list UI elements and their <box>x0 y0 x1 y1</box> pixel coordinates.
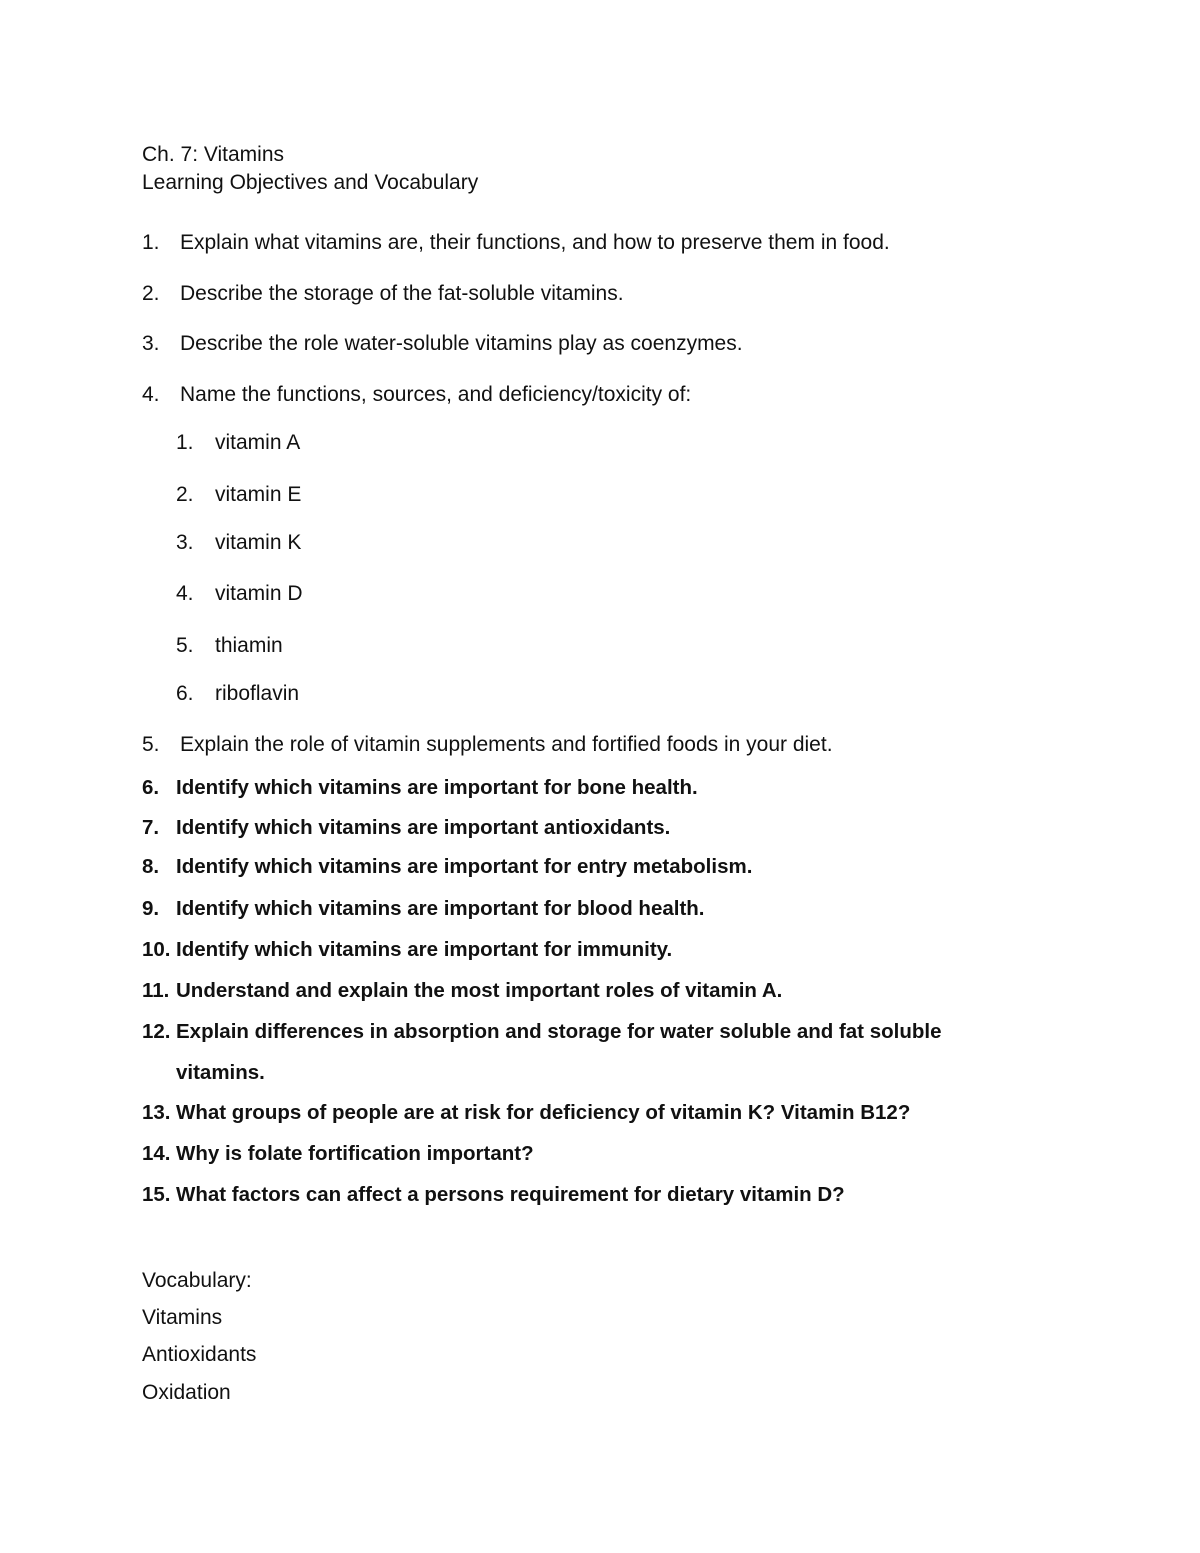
list-text: Identify which vitamins are important for blood health. <box>176 897 705 920</box>
list-item <box>142 854 752 880</box>
list-item <box>142 775 698 801</box>
list-number: 11. <box>142 979 170 1002</box>
list-text: Why is folate fortification important? <box>176 1142 534 1165</box>
list-item <box>142 230 890 256</box>
sub-list-text: vitamin K <box>215 531 302 554</box>
list-item <box>142 815 670 841</box>
sub-list-number: 2. <box>176 483 194 506</box>
sub-list-number: 6. <box>176 682 194 705</box>
vocabulary-term: Vitamins <box>142 1306 223 1329</box>
vocabulary-term: Oxidation <box>142 1381 231 1404</box>
sub-list-text: vitamin E <box>215 483 302 506</box>
list-item <box>142 978 782 1004</box>
list-item <box>142 1141 534 1167</box>
sub-list-text: vitamin A <box>215 431 301 454</box>
list-item <box>142 937 672 963</box>
sub-list-item <box>176 633 283 659</box>
list-text: Explain differences in absorption and storage for water soluble and fat soluble <box>176 1020 942 1043</box>
list-text: Identify which vitamins are important for immunity. <box>176 938 673 961</box>
list-text: Describe the role water-soluble vitamins play as coenzymes. <box>180 332 743 355</box>
list-item <box>142 1019 941 1045</box>
list-number: 15. <box>142 1183 171 1206</box>
list-item <box>142 732 833 758</box>
list-text: Explain what vitamins are, their functions, and how to preserve them in food. <box>180 231 890 254</box>
list-number: 13. <box>142 1101 171 1124</box>
vocabulary-term: Antioxidants <box>142 1343 257 1366</box>
list-number: 1. <box>142 231 160 254</box>
list-text: What factors can affect a persons requirement for dietary vitamin D? <box>176 1183 845 1206</box>
sub-list-text: riboflavin <box>215 682 300 705</box>
list-text: Explain the role of vitamin supplements and fortified foods in your diet. <box>180 733 833 756</box>
sub-list-number: 1. <box>176 431 194 454</box>
sub-list-item <box>176 430 300 456</box>
list-item <box>142 1182 845 1208</box>
sub-list-item <box>176 581 303 607</box>
sub-list-item <box>176 482 301 508</box>
list-text: Identify which vitamins are important for entry metabolism. <box>176 855 753 878</box>
list-number: 3. <box>142 332 160 355</box>
sub-list-number: 3. <box>176 531 194 554</box>
list-text: Name the functions, sources, and deficiency/toxicity of: <box>180 383 692 406</box>
list-number: 7. <box>142 816 160 839</box>
sub-list-text: vitamin D <box>215 582 303 605</box>
list-text: Identify which vitamins are important antioxidants. <box>176 816 671 839</box>
list-item-continuation: vitamins. <box>176 1061 265 1084</box>
list-item <box>142 1100 910 1126</box>
list-number: 14. <box>142 1142 171 1165</box>
page-title: Ch. 7: Vitamins <box>142 143 285 166</box>
sub-list-number: 4. <box>176 582 194 605</box>
list-number: 4. <box>142 383 160 406</box>
list-item <box>142 281 624 307</box>
list-text: Describe the storage of the fat-soluble vitamins. <box>180 282 624 305</box>
list-number: 12. <box>142 1020 171 1043</box>
sub-list-item <box>176 681 299 707</box>
list-item <box>142 331 743 357</box>
list-number: 6. <box>142 776 160 799</box>
vocabulary-heading: Vocabulary: <box>142 1269 252 1292</box>
list-text: Identify which vitamins are important for bone health. <box>176 776 698 799</box>
sub-list-number: 5. <box>176 634 194 657</box>
list-number: 2. <box>142 282 160 305</box>
list-number: 5. <box>142 733 160 756</box>
page-subtitle: Learning Objectives and Vocabulary <box>142 171 479 194</box>
list-number: 9. <box>142 897 160 920</box>
list-item <box>142 382 691 408</box>
list-item <box>142 896 705 922</box>
sub-list-item <box>176 530 301 556</box>
list-text: Understand and explain the most important roles of vitamin A. <box>176 979 783 1002</box>
list-number: 10. <box>142 938 171 961</box>
list-text: What groups of people are at risk for deficiency of vitamin K? Vitamin B12? <box>176 1101 911 1124</box>
list-number: 8. <box>142 855 160 878</box>
sub-list-text: thiamin <box>215 634 283 657</box>
